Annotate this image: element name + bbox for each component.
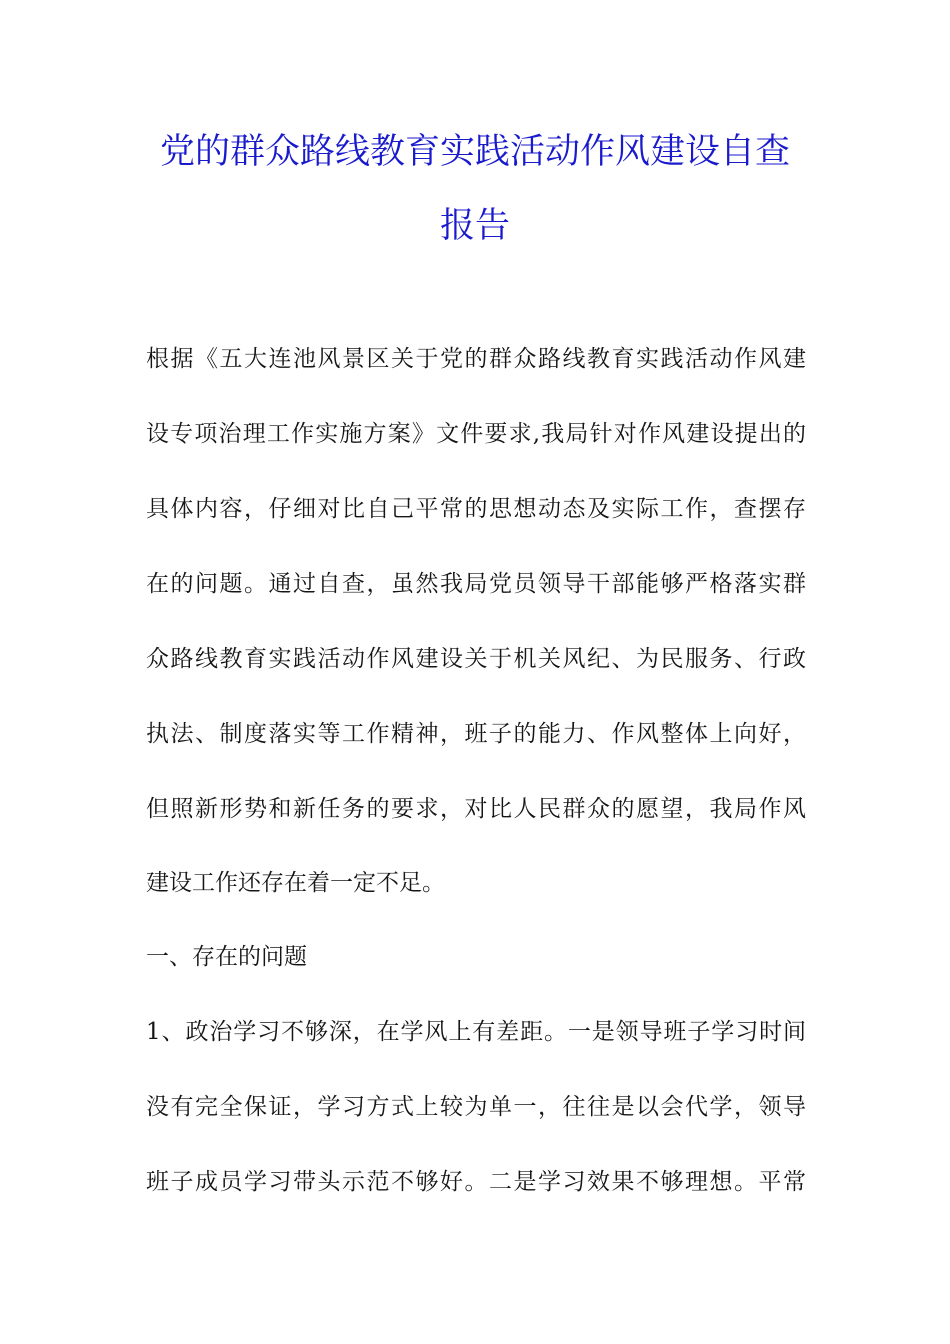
paragraph-2-line-1: 1、政治学习不够深，在学风上有差距。一是领导班子学习时间 (146, 1019, 806, 1045)
paragraph-1-line-1: 根据《五大连池风景区关于党的群众路线教育实践活动作风建 (146, 346, 806, 372)
paragraph-1-line-5: 众路线教育实践活动作风建设关于机关风纪、为民服务、行政 (146, 646, 806, 672)
paragraph-1-line-7: 但照新形势和新任务的要求，对比人民群众的愿望，我局作风 (146, 796, 806, 822)
paragraph-1-line-3: 具体内容，仔细对比自己平常的思想动态及实际工作，查摆存 (146, 496, 806, 522)
document-title-line-2: 报告 (439, 206, 510, 246)
paragraph-1-line-4: 在的问题。通过自查，虽然我局党员领导干部能够严格落实群 (146, 571, 806, 597)
paragraph-1-line-6: 执法、制度落实等工作精神，班子的能力、作风整体上向好， (146, 721, 806, 747)
paragraph-2-line-2: 没有完全保证，学习方式上较为单一，往往是以会代学，领导 (146, 1094, 806, 1120)
paragraph-1-line-8: 建设工作还存在着一定不足。 (146, 870, 445, 896)
paragraph-2-line-3: 班子成员学习带头示范不够好。二是学习效果不够理想。平常 (146, 1169, 806, 1195)
paragraph-1-line-2: 设专项治理工作实施方案》文件要求,我局针对作风建设提出的 (146, 421, 806, 447)
section-heading-problems: 一、存在的问题 (146, 944, 307, 970)
document-title-line-1: 党的群众路线教育实践活动作风建设自查 (159, 132, 790, 172)
